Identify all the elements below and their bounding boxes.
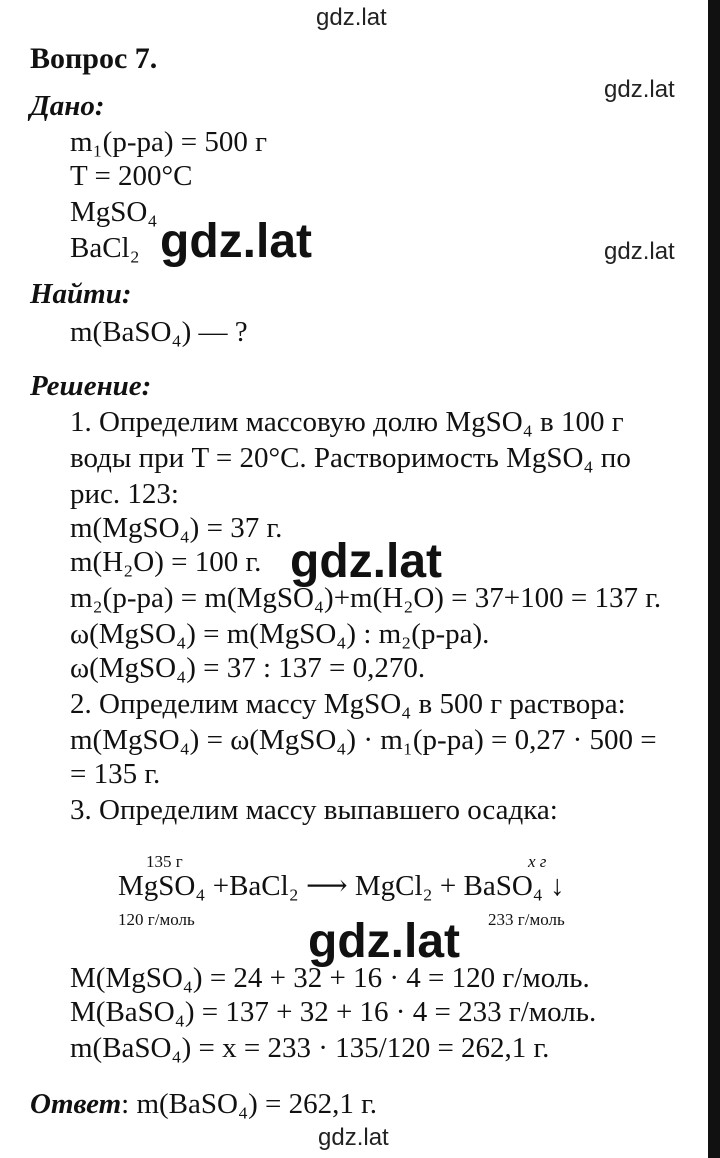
solution-line: 1. Определим массовую долю MgSO₄ в 100 г	[70, 406, 624, 438]
solution-line: ω(MgSO₄) = m(MgSO₄) : m₂(р-ра).	[70, 618, 490, 650]
calc-line: m(BaSO₄) = x = 233 · 135/120 = 262,1 г.	[70, 1032, 550, 1064]
given-line-2: T = 200°C	[70, 160, 193, 192]
solution-line: 2. Определим массу MgSO₄ в 500 г раствора:	[70, 688, 626, 720]
solution-heading: Решение:	[30, 370, 152, 402]
solution-line: воды при T = 20°C. Растворимость MgSO₄ по	[70, 442, 631, 474]
find-line: m(BaSO₄) — ?	[70, 316, 248, 348]
given-line-1: m₁(р-ра) = 500 г	[70, 126, 268, 158]
solution-line: m(MgSO₄) = 37 г.	[70, 512, 283, 544]
answer-heading: Ответ	[30, 1088, 122, 1120]
reaction-above-left: 135 г	[146, 852, 183, 871]
watermark-large-1: gdz.lat	[160, 215, 312, 268]
given-heading: Дано:	[30, 90, 105, 122]
reaction-below-left: 120 г/моль	[118, 910, 195, 929]
answer-value: m(BaSO₄) = 262,1 г.	[136, 1088, 377, 1120]
reaction-equation: MgSO₄ +BaCl₂ ⟶ MgCl₂ + BaSO₄ ↓	[118, 870, 565, 902]
given-line-4: BaCl₂	[70, 232, 140, 264]
calc-line: M(BaSO₄) = 137 + 32 + 16 · 4 = 233 г/моль.	[70, 996, 597, 1028]
solution-line: m(MgSO₄) = ω(MgSO₄) · m₁(р-ра) = 0,27 · 500 =	[70, 724, 657, 756]
solution-line: ω(MgSO₄) = 37 : 137 = 0,270.	[70, 652, 426, 684]
solution-line: 3. Определим массу выпавшего осадка:	[70, 794, 558, 826]
calc-line: M(MgSO₄) = 24 + 32 + 16 · 4 = 120 г/моль.	[70, 962, 590, 994]
watermark-top: gdz.lat	[316, 4, 387, 31]
watermark-right-1: gdz.lat	[604, 76, 675, 103]
watermark-large-3: gdz.lat	[308, 915, 460, 968]
given-line-3: MgSO₄	[70, 196, 158, 228]
reaction-above-right: x г	[528, 852, 547, 871]
solution-line: рис. 123:	[70, 478, 179, 510]
question-title: Вопрос 7.	[30, 42, 158, 75]
page-edge-shadow	[708, 0, 720, 1158]
find-heading: Найти:	[30, 278, 132, 310]
watermark-large-2: gdz.lat	[290, 535, 442, 588]
solution-line: m(H₂O) = 100 г.	[70, 546, 262, 578]
solution-line: m₂(р-ра) = m(MgSO₄)+m(H₂O) = 37+100 = 137 г.	[70, 582, 662, 614]
solution-line: = 135 г.	[70, 758, 161, 790]
watermark-right-2: gdz.lat	[604, 238, 675, 265]
watermark-bottom: gdz.lat	[318, 1124, 389, 1151]
answer-line: Ответ: m(BaSO₄) = 262,1 г.	[30, 1088, 377, 1120]
reaction-below-right: 233 г/моль	[488, 910, 565, 929]
